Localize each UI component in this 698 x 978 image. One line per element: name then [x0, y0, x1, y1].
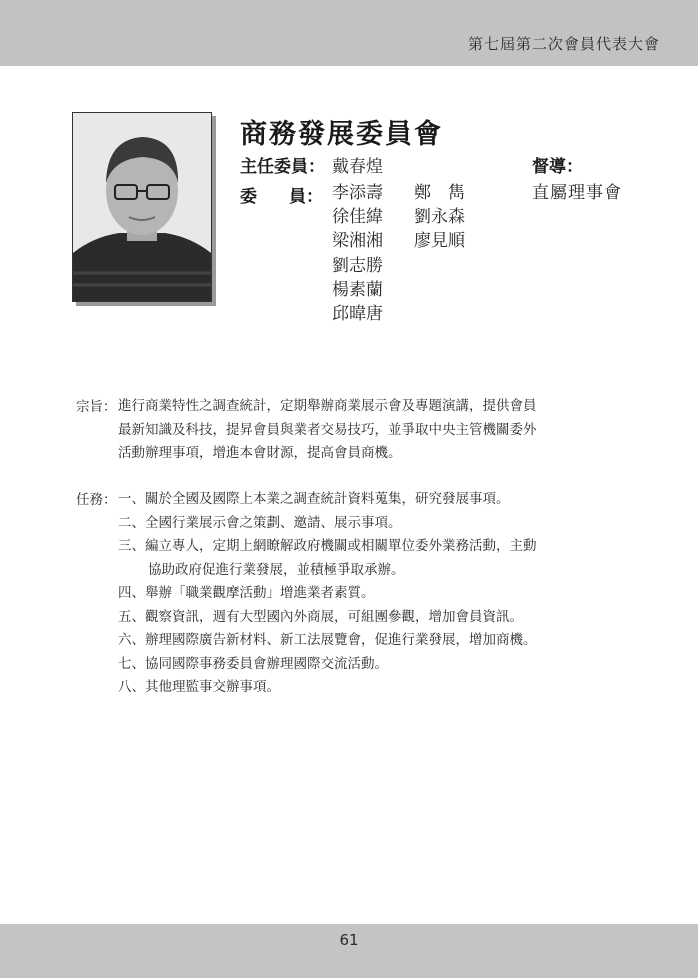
page-number: 61 — [339, 931, 359, 949]
task-item: 七、協同國際事務委員會辦理國際交流活動。 — [118, 655, 388, 672]
task-item: 一、關於全國及國際上本業之調查統計資料蒐集，研究發展事項。 — [118, 491, 510, 507]
chair-name: 戴春煌 — [332, 157, 383, 177]
purpose-line: 活動辦理事項，增進本會財源，提高會員商機。 — [118, 445, 402, 461]
committee-title: 商務發展委員會 — [240, 119, 443, 150]
task-item: 四、舉辦「職業觀摩活動」增進業者素質。 — [118, 585, 375, 601]
member-name: 廖見順 — [414, 231, 465, 252]
member-name: 楊素蘭 — [332, 279, 383, 300]
members-label-part-b: 員： — [289, 187, 323, 207]
task-item: 六、辦理國際廣告新材料、新工法展覽會，促進行業發展，增加商機。 — [118, 632, 537, 648]
purpose-text — [118, 395, 537, 466]
member-name: 邱暐唐 — [332, 304, 383, 325]
member-name: 鄭 雋 — [414, 183, 465, 203]
supervisor-value: 直屬理事會 — [532, 183, 622, 203]
member-name: 徐佳緯 — [332, 207, 383, 228]
task-item: 三、編立專人，定期上網瞭解政府機關或相關單位委外業務活動，主動 — [118, 538, 537, 554]
supervisor-label: 督導： — [532, 157, 583, 177]
member-name: 梁湘湘 — [332, 231, 383, 252]
tasks-label: 任務： — [76, 492, 117, 508]
task-item: 八、其他理監事交辦事項。 — [118, 679, 280, 695]
members-label — [240, 182, 323, 207]
purpose-line: 進行商業特性之調查統計，定期舉辦商業展示會及專題演講，提供會員 — [118, 398, 537, 414]
members-label-part-a: 委 — [240, 187, 257, 207]
member-name: 劉永森 — [414, 207, 465, 228]
purpose-label: 宗旨： — [76, 399, 117, 415]
member-name: 劉志勝 — [332, 255, 383, 276]
tasks-list — [118, 488, 537, 700]
purpose-line: 最新知識及科技，提昇會員與業者交易技巧，並爭取中央主管機關委外 — [118, 421, 537, 438]
chair-label: 主任委員： — [240, 157, 325, 177]
members-column-1 — [332, 181, 383, 326]
members-column-2 — [414, 181, 465, 254]
task-item: 五、觀察資訊，週有大型國內外商展，可組團參觀，增加會員資訊。 — [118, 608, 523, 625]
task-item-continuation: 協助政府促進行業發展，並積極爭取承辦。 — [148, 561, 405, 578]
member-name: 李添壽 — [332, 183, 383, 203]
portrait-photo — [72, 112, 212, 302]
header-title: 第七屆第二次會員代表大會 — [467, 35, 660, 53]
task-item: 二、全國行業展示會之策劃、邀請、展示事項。 — [118, 514, 402, 531]
